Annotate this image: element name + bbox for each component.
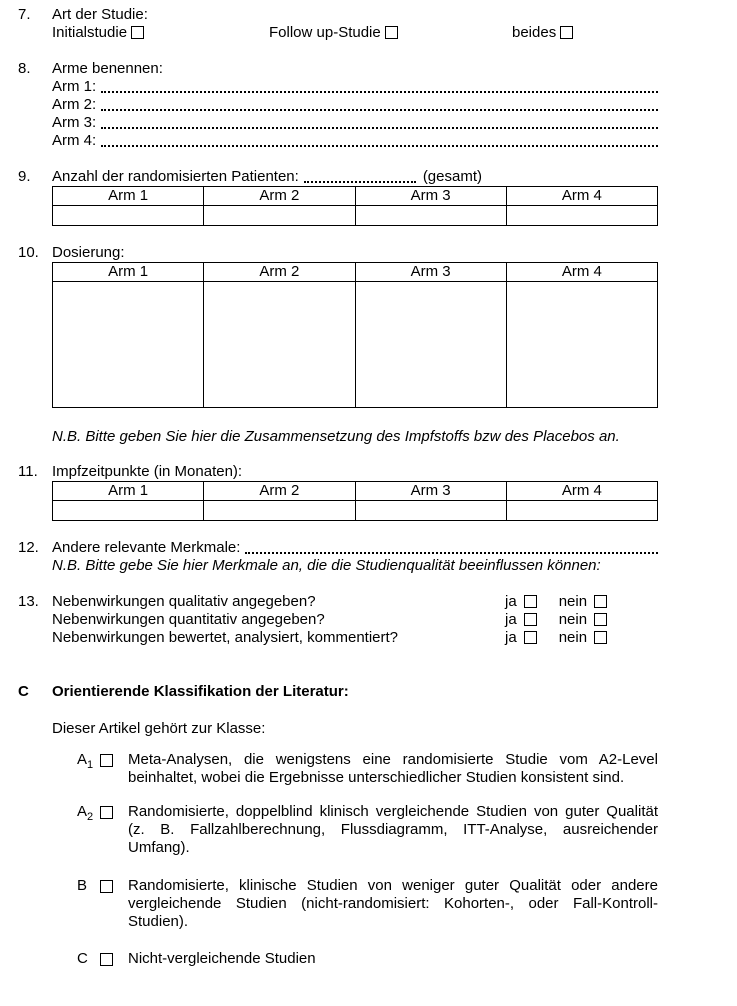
- dosage-table-header-arm4: Arm 4: [506, 263, 657, 282]
- vaccination-table-cell-arm3[interactable]: [355, 501, 506, 521]
- arm4-fill-in-line[interactable]: [101, 132, 658, 147]
- q13-bewertet-ja-checkbox[interactable]: [524, 631, 537, 644]
- dosage-table-header-arm1: Arm 1: [53, 263, 204, 282]
- patients-table-cell-arm4[interactable]: [506, 206, 657, 226]
- beides-checkbox[interactable]: [560, 26, 573, 39]
- class-a1-row: [0, 751, 737, 787]
- question-13-number: 13.: [18, 593, 39, 610]
- section-c-intro-row: [0, 720, 737, 738]
- q13-bewertet-nein-checkbox[interactable]: [594, 631, 607, 644]
- q13-question-qualitativ: Nebenwirkungen qualitativ angegeben?: [52, 593, 316, 610]
- question-12: [0, 539, 737, 575]
- class-a2-checkbox[interactable]: [100, 806, 113, 819]
- class-a2-row: [0, 803, 737, 857]
- question-7: [0, 6, 737, 42]
- patients-table-header-arm3: Arm 3: [355, 187, 506, 206]
- dosage-table-header-arm3: Arm 3: [355, 263, 506, 282]
- q13-quantitativ-ja-checkbox[interactable]: [524, 613, 537, 626]
- question-10: [0, 244, 737, 446]
- question-11-number: 11.: [18, 463, 38, 480]
- arm4-label: Arm 4:: [52, 132, 97, 149]
- vaccination-times-table: [52, 481, 658, 521]
- patients-total-fill-in-line[interactable]: [304, 168, 416, 183]
- patients-table: [52, 186, 658, 226]
- ja-label: ja: [505, 629, 517, 646]
- class-a1-checkbox[interactable]: [100, 754, 113, 767]
- section-c-title: Orientierende Klassifikation der Literatur:: [52, 683, 349, 700]
- class-a1-label: $A_1$: [77, 751, 94, 771]
- class-a1-text: Meta-Analysen, die wenigstens eine randomisierte Studie vom A2-Level beinhaltet, wobei die Ergebnisse unterschiedlicher Studien konsistent sind.: [128, 751, 658, 786]
- arm3-fill-in-line[interactable]: [101, 114, 658, 129]
- nein-label: nein: [558, 593, 588, 610]
- question-8: [0, 60, 737, 150]
- patients-table-header-arm2: Arm 2: [204, 187, 355, 206]
- dosage-table-cell-arm2[interactable]: [204, 282, 355, 408]
- dosage-table-cell-arm4[interactable]: [506, 282, 657, 408]
- section-c-heading: [0, 683, 737, 701]
- question-9-number: 9.: [18, 168, 31, 185]
- nein-label: nein: [558, 611, 588, 628]
- option-followup-label: Follow up-Studie: [269, 24, 381, 41]
- q13-qualitativ-nein-checkbox[interactable]: [594, 595, 607, 608]
- question-8-label: Arme benennen:: [52, 60, 163, 77]
- question-7-number: 7.: [18, 6, 31, 23]
- q13-question-bewertet: Nebenwirkungen bewertet, analysiert, kommentiert?: [52, 629, 399, 646]
- class-a2-label: $A_2$: [77, 803, 94, 823]
- patients-table-header-arm4: Arm 4: [506, 187, 657, 206]
- dosage-table-cell-arm1[interactable]: [53, 282, 204, 408]
- vaccination-table-header-arm2: Arm 2: [204, 482, 355, 501]
- question-11-label: Impfzeitpunkte (in Monaten):: [52, 463, 243, 480]
- arm3-label: Arm 3:: [52, 114, 97, 131]
- section-c-intro: Dieser Artikel gehört zur Klasse:: [52, 720, 266, 737]
- vaccination-table-header-arm3: Arm 3: [355, 482, 506, 501]
- question-9-label: Anzahl der randomisierten Patienten:: [52, 168, 299, 185]
- question-9: [0, 168, 737, 226]
- q13-qualitativ-ja-checkbox[interactable]: [524, 595, 537, 608]
- class-b-text: Randomisierte, klinische Studien von weniger guter Qualität oder andere vergleichende Studien (nicht-randomisiert: Kohorten-, oder Fall-Kontroll-Studien).: [128, 877, 658, 930]
- question-10-label: Dosierung:: [52, 244, 125, 261]
- arm1-label: Arm 1:: [52, 78, 97, 95]
- question-8-number: 8.: [18, 60, 31, 77]
- class-c-text: Nicht-vergleichende Studien: [128, 950, 316, 967]
- arm2-label: Arm 2:: [52, 96, 97, 113]
- q13-quantitativ-nein-checkbox[interactable]: [594, 613, 607, 626]
- patients-table-header-arm1: Arm 1: [53, 187, 204, 206]
- arm1-fill-in-line[interactable]: [101, 78, 658, 93]
- vaccination-table-cell-arm4[interactable]: [506, 501, 657, 521]
- ja-label: ja: [505, 611, 517, 628]
- question-7-label: Art der Studie:: [52, 6, 148, 23]
- class-c-label: C: [77, 950, 88, 967]
- vaccination-table-cell-arm2[interactable]: [204, 501, 355, 521]
- class-b-row: [0, 877, 737, 931]
- gesamt-label: (gesamt): [422, 168, 482, 185]
- class-b-checkbox[interactable]: [100, 880, 113, 893]
- question-10-number: 10.: [18, 244, 39, 261]
- dosage-note: N.B. Bitte geben Sie hier die Zusammensetzung des Impfstoffs bzw des Placebos an.: [52, 428, 620, 445]
- patients-table-cell-arm1[interactable]: [53, 206, 204, 226]
- vaccination-table-cell-arm1[interactable]: [53, 501, 204, 521]
- q13-question-quantitativ: Nebenwirkungen quantitativ angegeben?: [52, 611, 325, 628]
- option-initialstudie-label: Initialstudie: [52, 24, 128, 41]
- arm2-fill-in-line[interactable]: [101, 96, 658, 111]
- section-c-letter: C: [18, 683, 29, 700]
- question-12-number: 12.: [18, 539, 39, 556]
- ja-label: ja: [505, 593, 517, 610]
- vaccination-table-header-arm1: Arm 1: [53, 482, 204, 501]
- nein-label: nein: [558, 629, 588, 646]
- patients-table-cell-arm3[interactable]: [355, 206, 506, 226]
- question-12-label: Andere relevante Merkmale:: [52, 539, 241, 556]
- dosage-table-cell-arm3[interactable]: [355, 282, 506, 408]
- patients-table-cell-arm2[interactable]: [204, 206, 355, 226]
- dosage-table-header-arm2: Arm 2: [204, 263, 355, 282]
- question-11: [0, 463, 737, 521]
- class-b-label: B: [77, 877, 88, 894]
- class-c-row: [0, 950, 737, 969]
- question-13: [0, 593, 737, 647]
- merkmale-note: N.B. Bitte gebe Sie hier Merkmale an, die die Studienqualität beeinflussen können:: [52, 557, 601, 574]
- vaccination-table-header-arm4: Arm 4: [506, 482, 657, 501]
- class-a2-text: Randomisierte, doppelblind klinisch vergleichende Studien von guter Qualität (z. B. Fallzahlberechnung, Flussdiagramm, ITT-Analyse, ausreichender Umfang).: [128, 803, 658, 856]
- class-c-checkbox[interactable]: [100, 953, 113, 966]
- option-beides-label: beides: [512, 24, 557, 41]
- dosage-table: [52, 262, 658, 408]
- followup-studie-checkbox[interactable]: [385, 26, 398, 39]
- initialstudie-checkbox[interactable]: [131, 26, 144, 39]
- merkmale-fill-in-line[interactable]: [245, 539, 658, 554]
